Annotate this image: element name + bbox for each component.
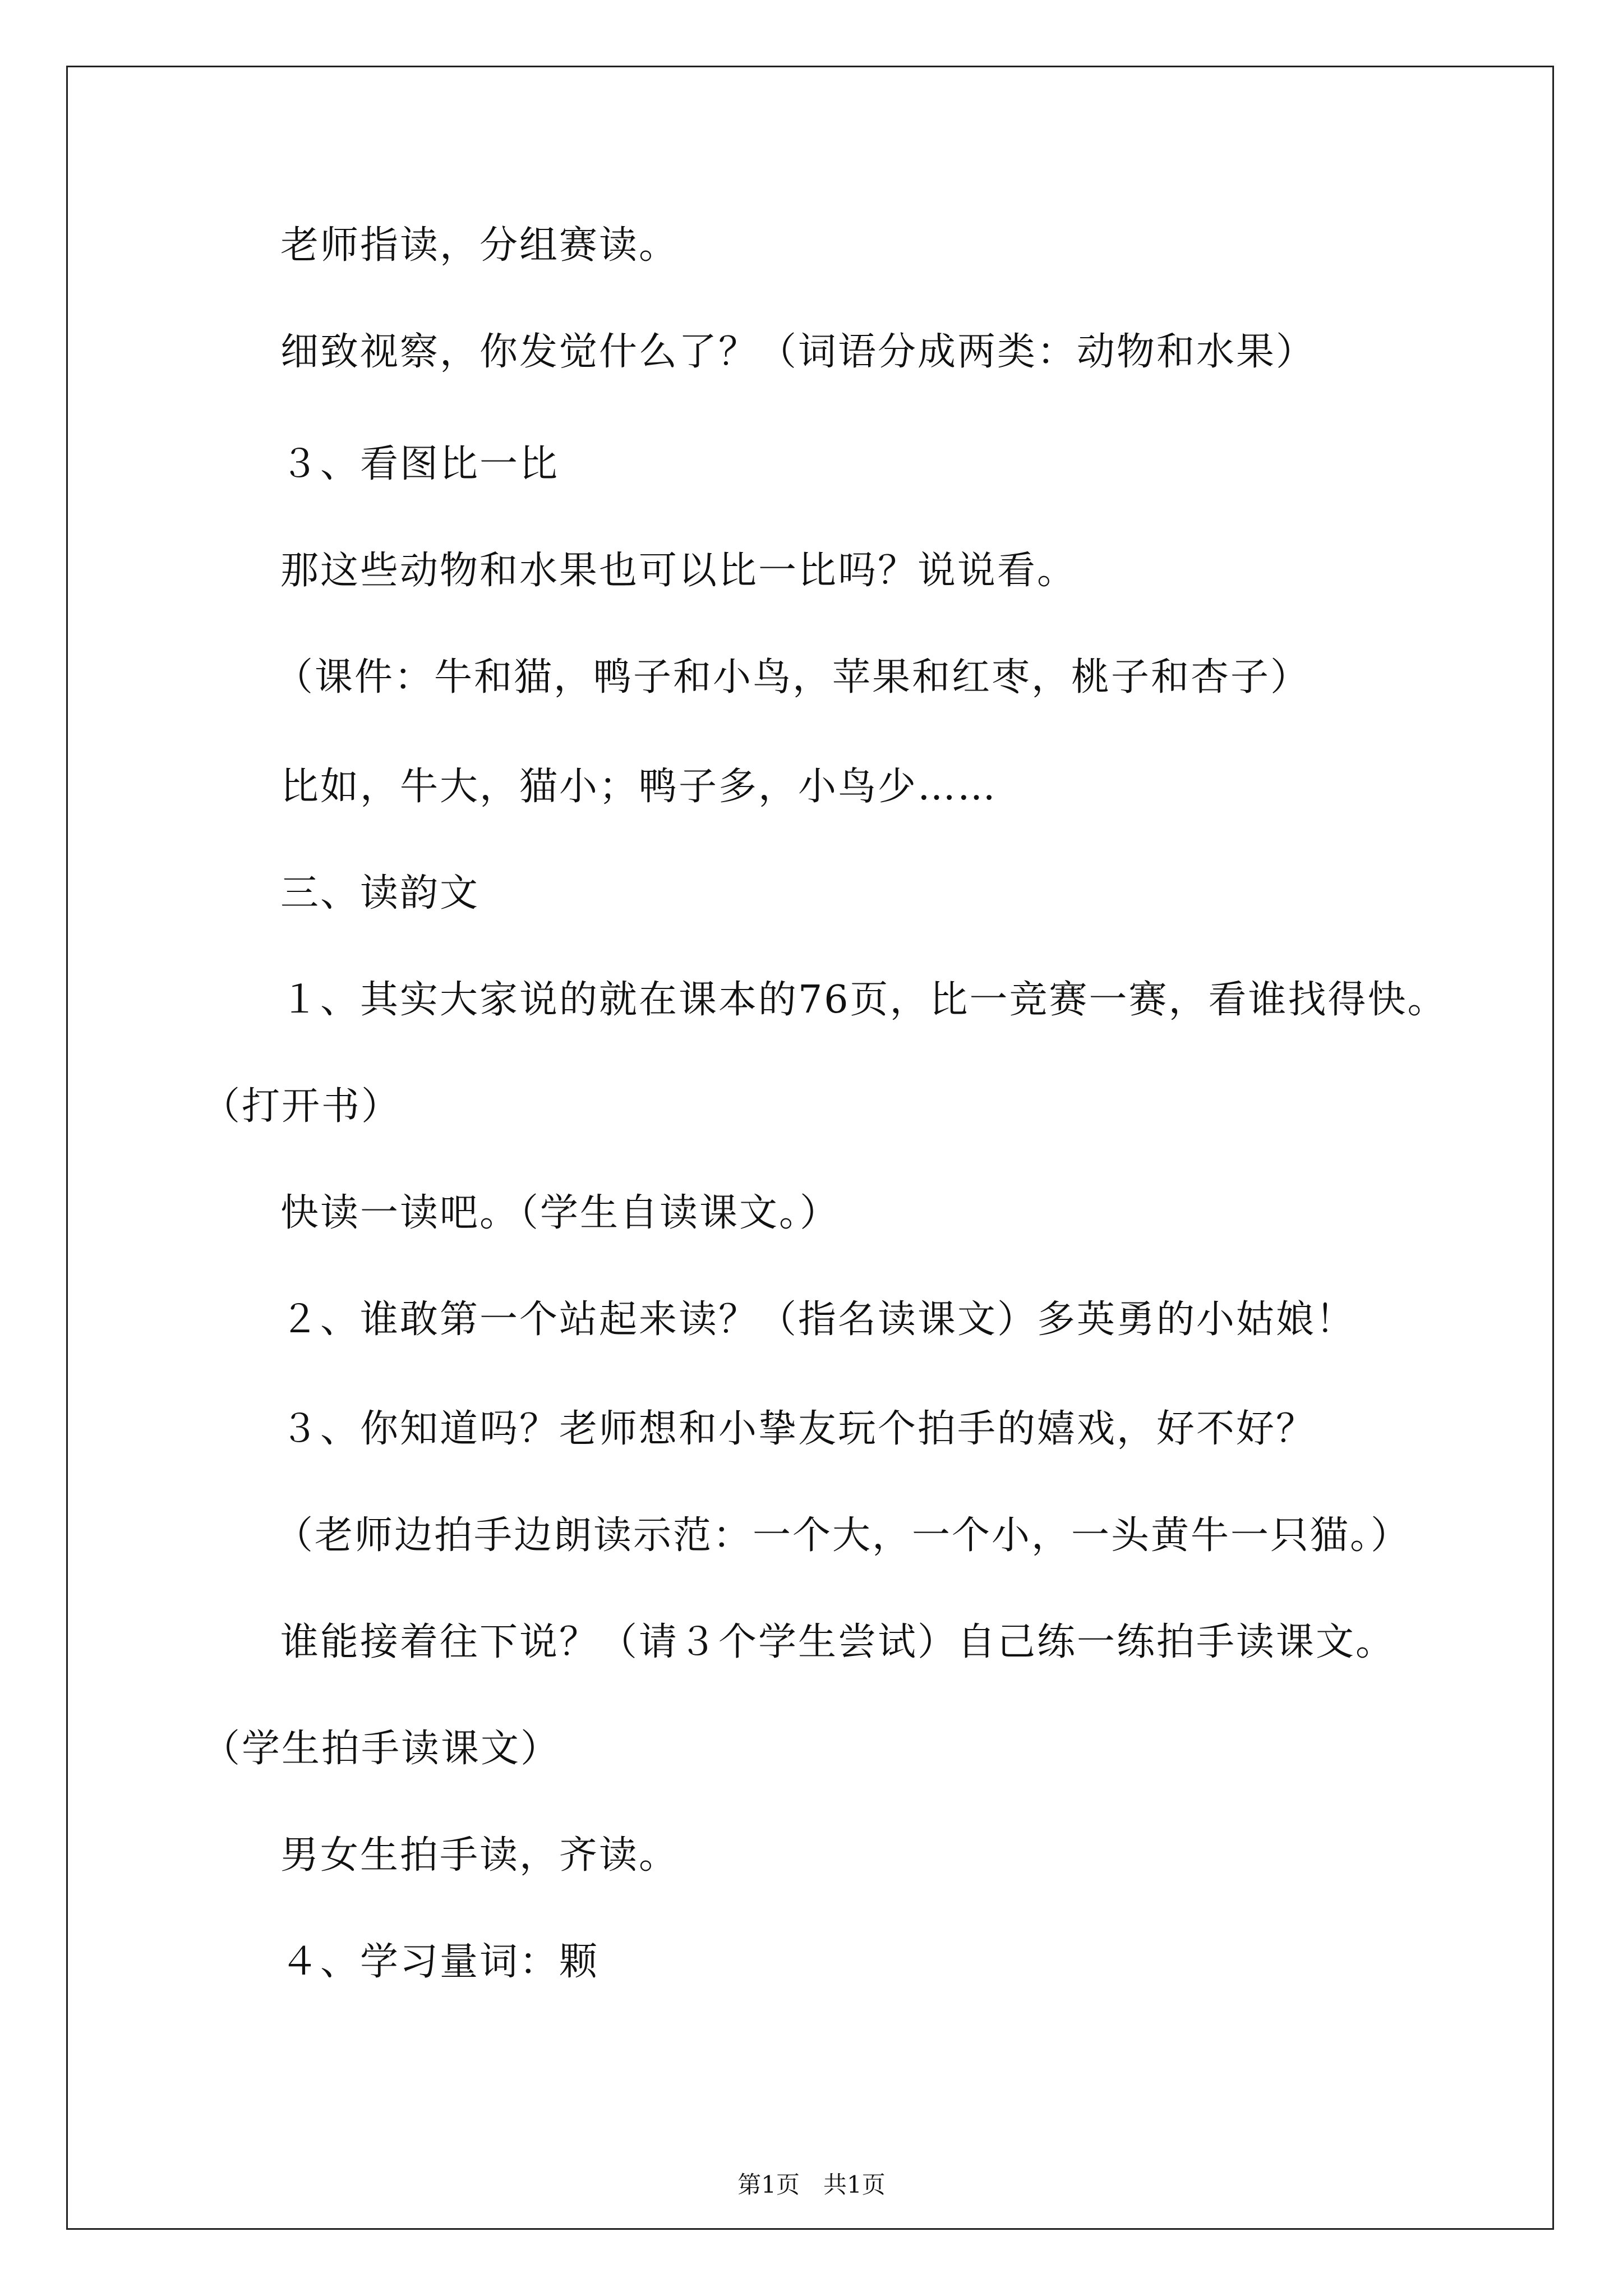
text-line-17: ４、学习量词：颗 <box>280 1940 600 1984</box>
text-line-6: 比如，牛大，猫小；鸭子多，小鸟少…… <box>280 765 998 809</box>
page-border <box>66 66 1554 2230</box>
text-line-7: 三、读韵文 <box>280 871 480 915</box>
page-number-footer: 第1页 共1页 <box>737 2171 886 2198</box>
text-line-9: （打开书） <box>202 1084 402 1129</box>
text-line-12: ３、你知道吗？老师想和小挚友玩个拍手的嬉戏，好不好？ <box>280 1407 1316 1451</box>
text-line-15: （学生拍手读课文） <box>202 1727 561 1771</box>
text-line-13: （老师边拍手边朗读示范：一个大，一个小，一头黄牛一只猫。） <box>275 1513 1411 1558</box>
text-line-16: 男女生拍手读，齐读。 <box>280 1833 679 1878</box>
text-line-3: ３、看图比一比 <box>280 442 560 486</box>
text-line-2: 细致视察，你发觉什么了？（词语分成两类：动物和水果） <box>280 330 1316 374</box>
text-line-14: 谁能接着往下说？（请３个学生尝试）自己练一练拍手读课文。 <box>280 1620 1396 1664</box>
text-line-1: 老师指读，分组赛读。 <box>280 223 679 268</box>
text-line-4: 那这些动物和水果也可以比一比吗？说说看。 <box>280 549 1077 593</box>
text-line-8: １、其实大家说的就在课本的76页，比一竞赛一赛，看谁找得快。 <box>280 978 1447 1022</box>
text-line-10: 快读一读吧。（学生自读课文。） <box>280 1191 840 1235</box>
text-line-11: ２、谁敢第一个站起来读？（指名读课文）多英勇的小姑娘！ <box>280 1297 1356 1342</box>
text-line-5: （课件：牛和猫，鸭子和小鸟，苹果和红枣，桃子和杏子） <box>275 655 1311 700</box>
